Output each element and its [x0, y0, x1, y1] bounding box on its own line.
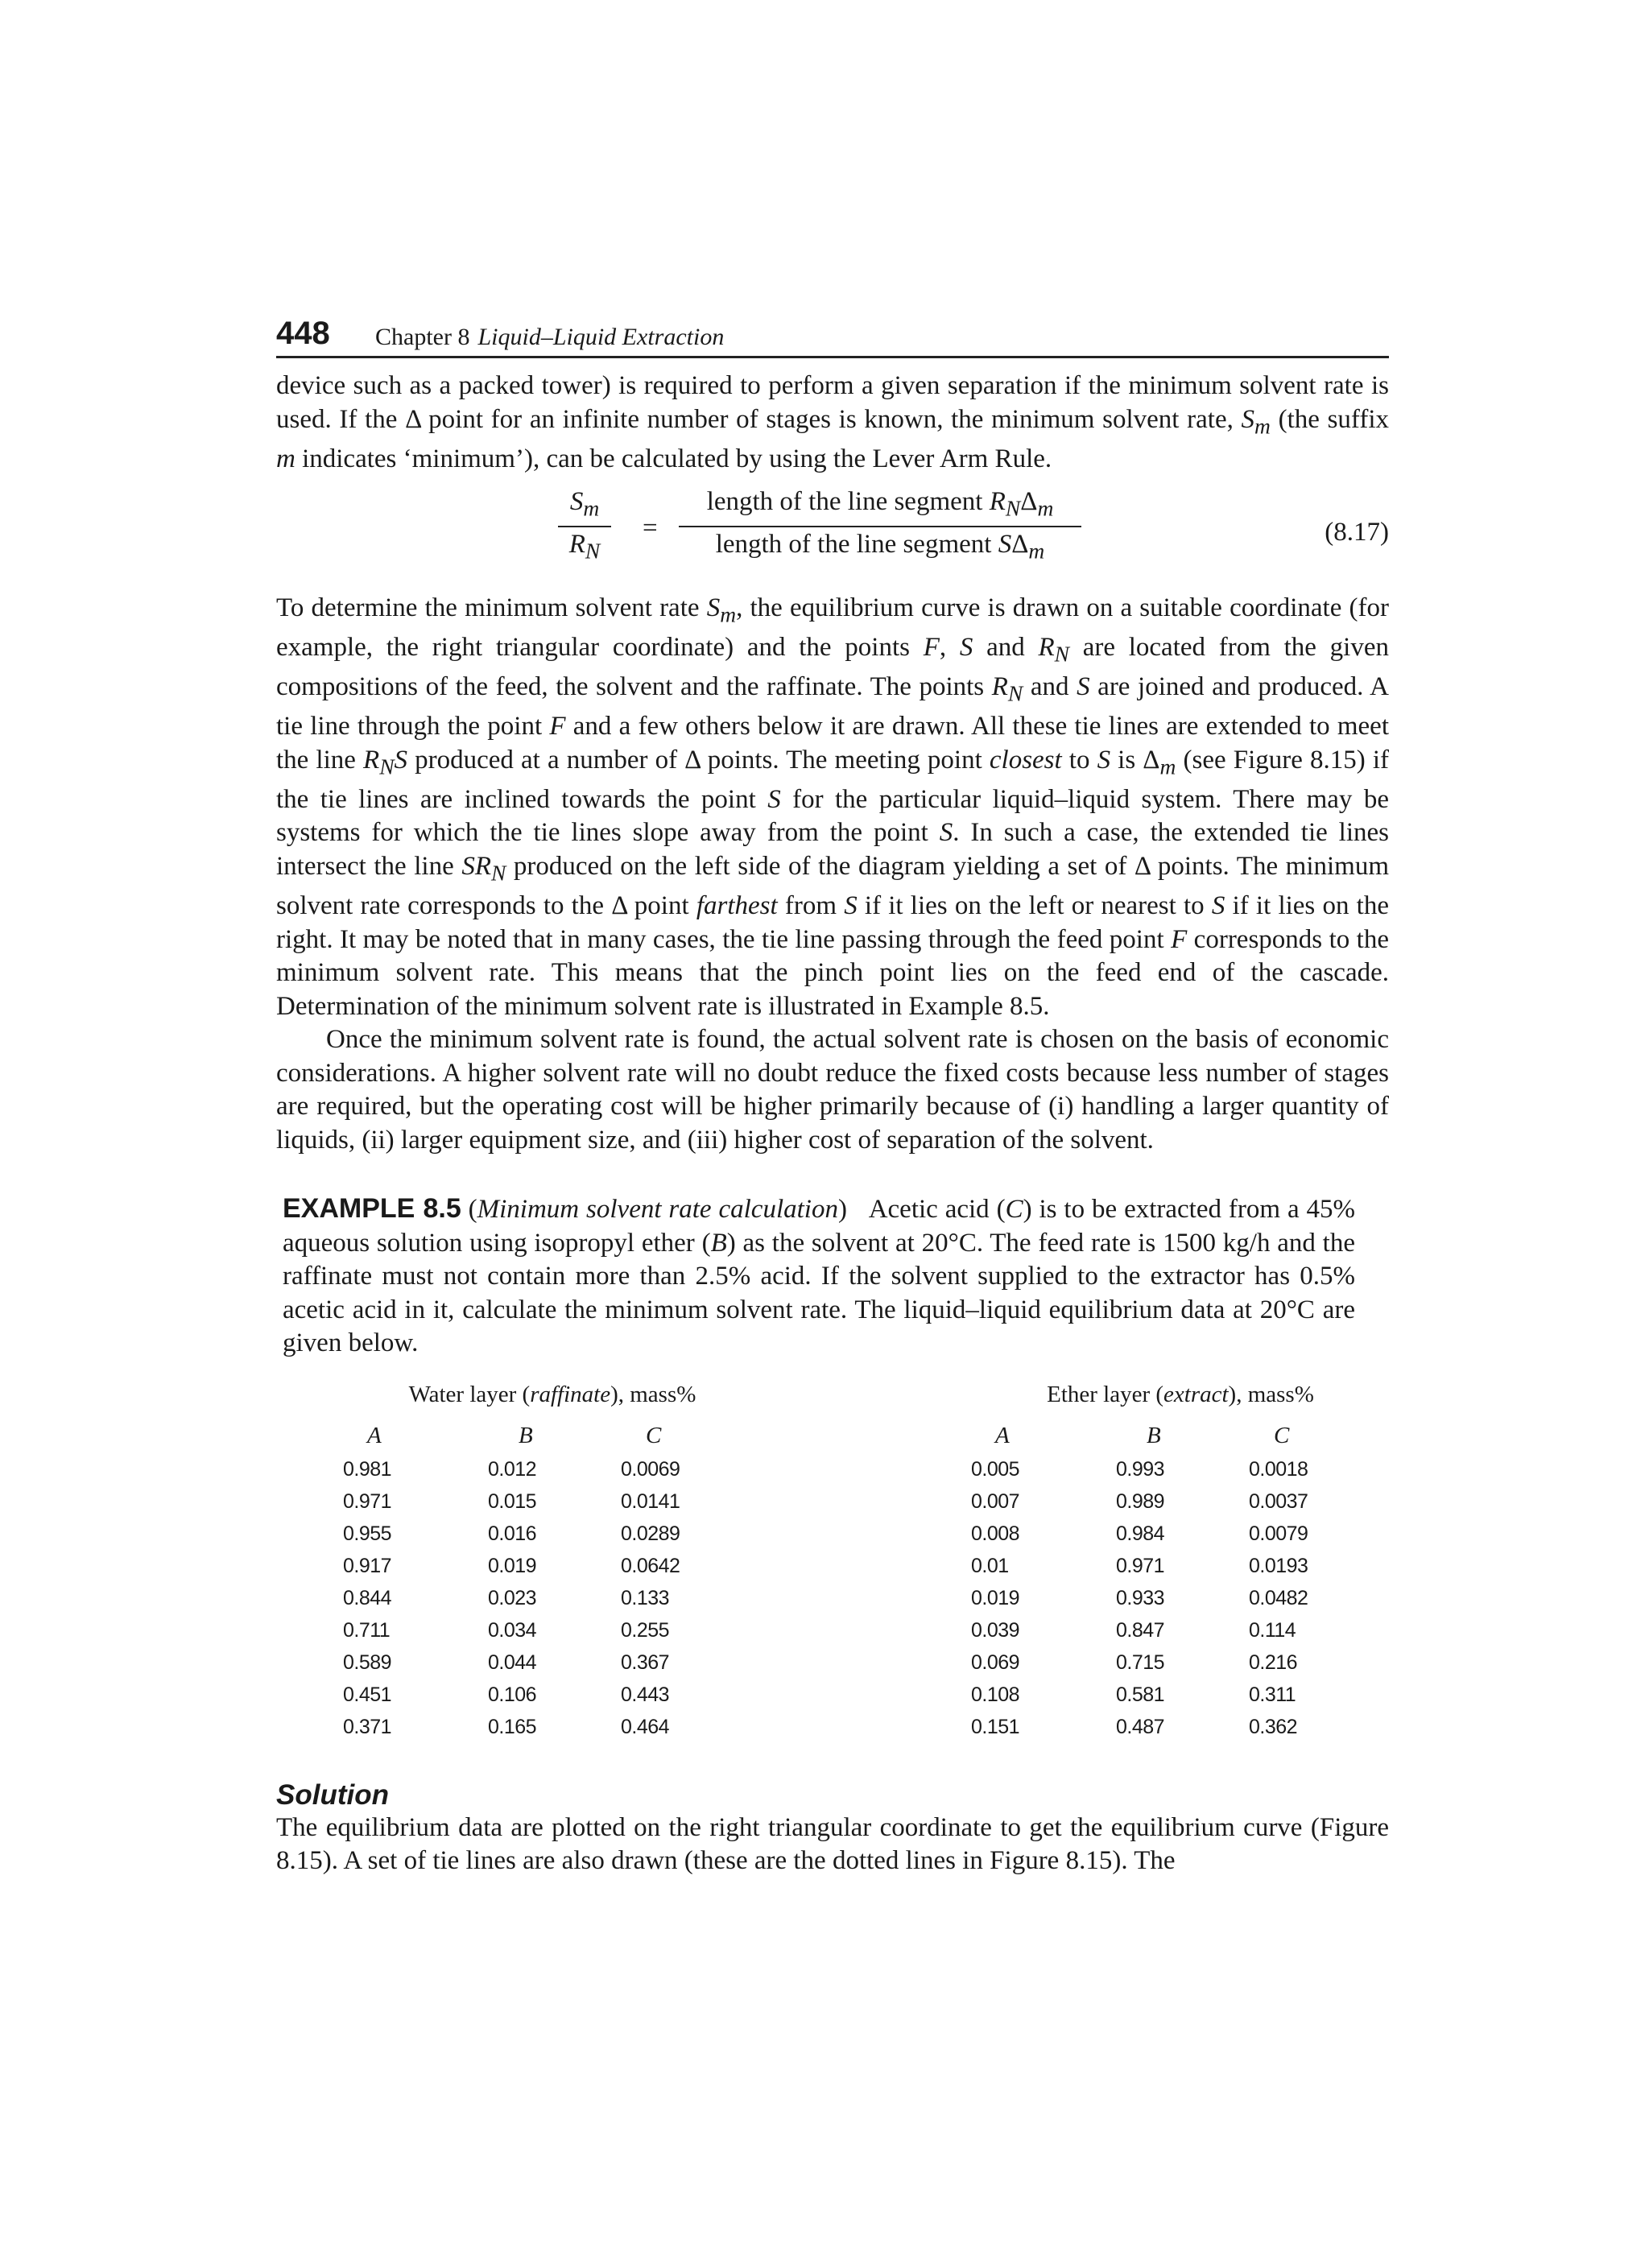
water-table-row — [343, 1683, 762, 1716]
water-table-cell: 0.955 — [343, 1522, 392, 1545]
ether-table-cell: 0.0079 — [1249, 1522, 1308, 1545]
para2-text-k: if it lies on the left or nearest to — [857, 891, 1212, 921]
ether-table-cell: 0.715 — [1116, 1650, 1165, 1674]
water-header-cell: C — [646, 1422, 661, 1448]
ether-table-cell: 0.039 — [971, 1618, 1020, 1642]
ether-table-cell: 0.0482 — [1249, 1586, 1308, 1609]
solution-heading: Solution — [276, 1778, 389, 1811]
water-table-cell: 0.106 — [488, 1683, 537, 1706]
eq-lhs-numerator: S — [569, 487, 584, 517]
ether-table-row — [971, 1458, 1390, 1490]
example-text-b: ) is to be extracted from a 45% aqueous solution using isopropyl ether ( — [283, 1195, 1355, 1258]
ether-header-cell: A — [995, 1422, 1010, 1448]
running-header — [276, 316, 1389, 358]
water-table-cell: 0.133 — [621, 1586, 670, 1609]
ether-table-cell: 0.933 — [1116, 1586, 1165, 1609]
para2-text-l: if it lies on the right. It may be noted that in many cases, the tie line passing through the feed point — [276, 891, 1389, 954]
ether-table-cell: 0.0037 — [1249, 1489, 1308, 1513]
eq-rhs-numerator: length of the line segment — [706, 487, 990, 517]
water-table-cell: 0.0141 — [621, 1489, 680, 1513]
ether-table-cell: 0.581 — [1116, 1683, 1165, 1706]
example-label: EXAMPLE 8.5 — [283, 1193, 461, 1225]
water-table-cell: 0.019 — [488, 1554, 537, 1577]
ether-table-row — [971, 1619, 1390, 1651]
ether-table-cell: 0.0193 — [1249, 1554, 1308, 1577]
para2-text-j: produced on the left side of the diagram yielding a set of Δ points. The minimum solvent rate corresponds to the Δ point — [276, 851, 1390, 921]
water-table-cell: 0.015 — [488, 1489, 537, 1513]
water-table-row — [343, 1522, 762, 1555]
ether-table-row — [971, 1522, 1390, 1555]
water-table-row — [343, 1619, 762, 1651]
water-header-cell: A — [367, 1422, 382, 1448]
water-table-cell: 0.012 — [488, 1457, 537, 1481]
para2-text-g: (see Figure 8.15) if the tie lines are inclined towards the point — [276, 745, 1389, 814]
equilibrium-data-tables — [283, 1382, 1355, 1768]
ether-table-cell: 0.007 — [971, 1489, 1020, 1513]
chapter-label: Chapter 8 — [375, 324, 470, 350]
water-table-cell: 0.971 — [343, 1489, 392, 1513]
chapter-heading — [375, 324, 724, 351]
example-title: Minimum solvent rate calculation — [477, 1195, 838, 1225]
water-layer-table — [343, 1382, 762, 1748]
ether-table-cell: 0.019 — [971, 1586, 1020, 1609]
para1-text-a: device such as a packed tower) is required to perform a given separation if the minimum solvent rate is used. If the Δ point for an infinite number of stages is known, the minimum solvent rate, — [276, 371, 1389, 434]
ether-table-row — [971, 1716, 1390, 1748]
para2-text-b: , the equilibrium curve is drawn on a suitable coordinate (for example, the right triangular coordinate) and the points — [276, 593, 1389, 663]
water-table-cell: 0.034 — [488, 1618, 537, 1642]
ether-table-cell: 0.114 — [1249, 1618, 1296, 1642]
water-table-cell: 0.443 — [621, 1683, 670, 1706]
para1-text-b: (the suffix — [1270, 404, 1389, 434]
water-table-cell: 0.589 — [343, 1650, 392, 1674]
equals-sign: = — [643, 514, 658, 543]
ether-table-cell: 0.151 — [971, 1715, 1020, 1738]
water-table-cell: 0.451 — [343, 1683, 392, 1706]
paragraph-economics: Once the minimum solvent rate is found, the actual solvent rate is chosen on the basis of economic considerations. A higher solvent rate will no doubt reduce the fixed costs because less number of stages are required, but the operating cost will be higher primarily because of (i) handling a larger quantity of liquids, (ii) larger equipment size, and (iii) higher cost of separation of the solvent. — [276, 1025, 1389, 1155]
ether-table-cell: 0.993 — [1116, 1457, 1165, 1481]
page-number: 448 — [276, 316, 330, 351]
ether-table-cell: 0.069 — [971, 1650, 1020, 1674]
water-table-cell: 0.016 — [488, 1522, 537, 1545]
paragraph-lever-arm: device such as a packed tower) is required to perform a given separation if the minimum solvent rate is used. If the Δ point for an infinite number of stages is known, the minimum solvent rate, $S_m$ (the suffix m indicates ‘minimum’), can be calculated by using the Lever Arm Rule. — [276, 371, 1389, 473]
ether-caption-c: ), mass% — [1228, 1381, 1314, 1407]
water-table-row — [343, 1458, 762, 1490]
water-table-cell: 0.044 — [488, 1650, 537, 1674]
water-table-cell: 0.844 — [343, 1586, 392, 1609]
water-table-row — [343, 1490, 762, 1522]
ether-table-cell: 0.362 — [1249, 1715, 1298, 1738]
eq-lhs-denominator: R — [568, 529, 585, 559]
water-table-cell: 0.711 — [343, 1618, 391, 1642]
water-table-cell: 0.023 — [488, 1586, 537, 1609]
chapter-title: Liquid–Liquid Extraction — [477, 324, 725, 350]
para1-text-c: indicates ‘minimum’), can be calculated by using the Lever Arm Rule. — [295, 444, 1052, 473]
water-table-cell: 0.255 — [621, 1618, 670, 1642]
ether-caption-b: extract — [1163, 1381, 1229, 1407]
example-text-a: Acetic acid ( — [868, 1195, 1006, 1225]
water-caption-c: ), mass% — [610, 1381, 696, 1407]
water-table-cell: 0.981 — [343, 1457, 392, 1481]
ether-table-header-row — [971, 1423, 1390, 1458]
para2-text-d: are joined and produced. A tie line through the point — [276, 672, 1389, 742]
ether-table-cell: 0.989 — [1116, 1489, 1165, 1513]
water-table-cell: 0.0642 — [621, 1554, 680, 1577]
water-table-cell: 0.165 — [488, 1715, 537, 1738]
water-table-cell: 0.371 — [343, 1715, 392, 1738]
ether-table-cell: 0.311 — [1249, 1683, 1296, 1706]
water-table-cell: 0.464 — [621, 1715, 670, 1738]
ether-table-caption — [971, 1382, 1390, 1408]
para2-text-h: for the particular liquid–liquid system. There may be systems for which the tie lines slope away from the point — [276, 784, 1389, 848]
ether-table-cell: 0.971 — [1116, 1554, 1165, 1577]
water-table-cell: 0.367 — [621, 1650, 670, 1674]
ether-header-cell: B — [1147, 1422, 1161, 1448]
water-table-row — [343, 1587, 762, 1619]
water-table-row — [343, 1716, 762, 1748]
para2-text-m: corresponds to the minimum solvent rate. This means that the pinch point lies on the feed end of the cascade. Determination of the minimum solvent rate is illustrated in Example 8.5. — [276, 924, 1389, 1021]
water-table-rows — [343, 1423, 762, 1748]
ether-table-cell: 0.005 — [971, 1457, 1020, 1481]
ether-table-cell: 0.108 — [971, 1683, 1020, 1706]
equation-rhs-fraction: length of the line segment $R_N\Delta_m$ length of the line segment $S\Delta_m$ — [679, 485, 1081, 567]
ether-table-row — [971, 1490, 1390, 1522]
para2-text-a: To determine the minimum solvent rate — [276, 593, 707, 623]
equation-lhs-fraction: $S_m$ $R_N$ — [558, 485, 611, 567]
eq-rhs-denominator: length of the line segment — [715, 529, 998, 559]
ether-table-cell: 0.216 — [1249, 1650, 1298, 1674]
example-statement: EXAMPLE 8.5 (Minimum solvent rate calculation) Acetic acid (C) is to be extracted from a 45% aqueous solution using isopropyl ether (B) as the solvent at 20°C. The feed rate is 1500 kg/h and the raffinate must not contain more than 2.5% acid. If the solvent supplied to the extractor has 0.5% acetic acid in it, calculate the minimum solvent rate. The liquid–liquid equilibrium data at 20°C are given below. — [283, 1193, 1355, 1358]
ether-table-cell: 0.0018 — [1249, 1457, 1308, 1481]
ether-table-row — [971, 1683, 1390, 1716]
ether-table-row — [971, 1587, 1390, 1619]
para2-text-e: and a few others below it are drawn. All these tie lines are extended to meet the line — [276, 712, 1389, 775]
water-table-row — [343, 1651, 762, 1683]
ether-header-cell: C — [1274, 1422, 1289, 1448]
ether-table-cell: 0.01 — [971, 1554, 1009, 1577]
equation-number: (8.17) — [1325, 518, 1389, 547]
water-table-header-row — [343, 1423, 762, 1458]
paragraph-minimum-solvent: To determine the minimum solvent rate $S_m$, the equilibrium curve is drawn on a suitable coordinate (for example, the right triangular coordinate) and the points F, S and $R_N$ are located from the given compositions of the feed, the solvent and the raffinate. The points $R_N$ and S are joined and produced. A tie line through the point F and a few others below it are drawn. All these tie lines are extended to meet the line $R_NS$ produced at a number of Δ points. The meeting point closest to S is $\Delta_m$ (see Figure 8.15) if the tie lines are inclined towards the point S for the particular liquid–liquid system. There may be systems for which the tie lines slope away from the point S. In such a case, the extended tie lines intersect the line $SR_N$ produced on the left side of the diagram yielding a set of Δ points. The minimum solvent rate corresponds to the Δ point farthest from S if it lies on the left or nearest to S if it lies on the right. It may be noted that in many cases, the tie line passing through the feed point F corresponds to the minimum solvent rate. This means that the pinch point lies on the feed end of the cascade. Determination of the minimum solvent rate is illustrated in Example 8.5. — [276, 593, 1390, 1021]
ether-table-rows — [971, 1423, 1390, 1748]
example-8-5 — [276, 1192, 1389, 1768]
water-table-row — [343, 1555, 762, 1587]
water-table-cell: 0.0289 — [621, 1522, 680, 1545]
ether-table-cell: 0.847 — [1116, 1618, 1165, 1642]
water-table-cell: 0.0069 — [621, 1457, 680, 1481]
ether-table-row — [971, 1555, 1390, 1587]
para2-text-i: . In such a case, the extended tie lines intersect the line — [276, 818, 1389, 881]
para2-text-f: produced at a number of Δ points. The meeting point — [407, 745, 990, 775]
solution-text: The equilibrium data are plotted on the right triangular coordinate to get the equilibrium curve (Figure 8.15). A set of tie lines are also drawn (these are the dotted lines in Figure 8.15). The — [276, 1812, 1389, 1876]
equation-8-17 — [276, 485, 1389, 592]
para2-text-c: are located from the given compositions of the feed, the solvent and the raffinate. The points — [276, 633, 1389, 702]
ether-table-cell: 0.008 — [971, 1522, 1020, 1545]
ether-table-row — [971, 1651, 1390, 1683]
ether-table-cell: 0.487 — [1116, 1715, 1165, 1738]
example-text-c: ) as the solvent at 20°C. The feed rate is 1500 kg/h and the raffinate must not contain more than 2.5% acid. If the solvent supplied to the extractor has 0.5% acetic acid in it, calculate the minimum solvent rate. The liquid–liquid equilibrium data at 20°C are given below. — [283, 1228, 1355, 1358]
water-caption-b: raffinate — [530, 1381, 611, 1407]
water-table-cell: 0.917 — [343, 1554, 392, 1577]
ether-layer-table — [971, 1382, 1390, 1748]
water-header-cell: B — [519, 1422, 533, 1448]
water-table-caption — [343, 1382, 762, 1408]
water-caption-a: Water layer ( — [408, 1381, 531, 1407]
ether-caption-a: Ether layer ( — [1047, 1381, 1164, 1407]
ether-table-cell: 0.984 — [1116, 1522, 1165, 1545]
book-page — [276, 316, 1390, 1878]
